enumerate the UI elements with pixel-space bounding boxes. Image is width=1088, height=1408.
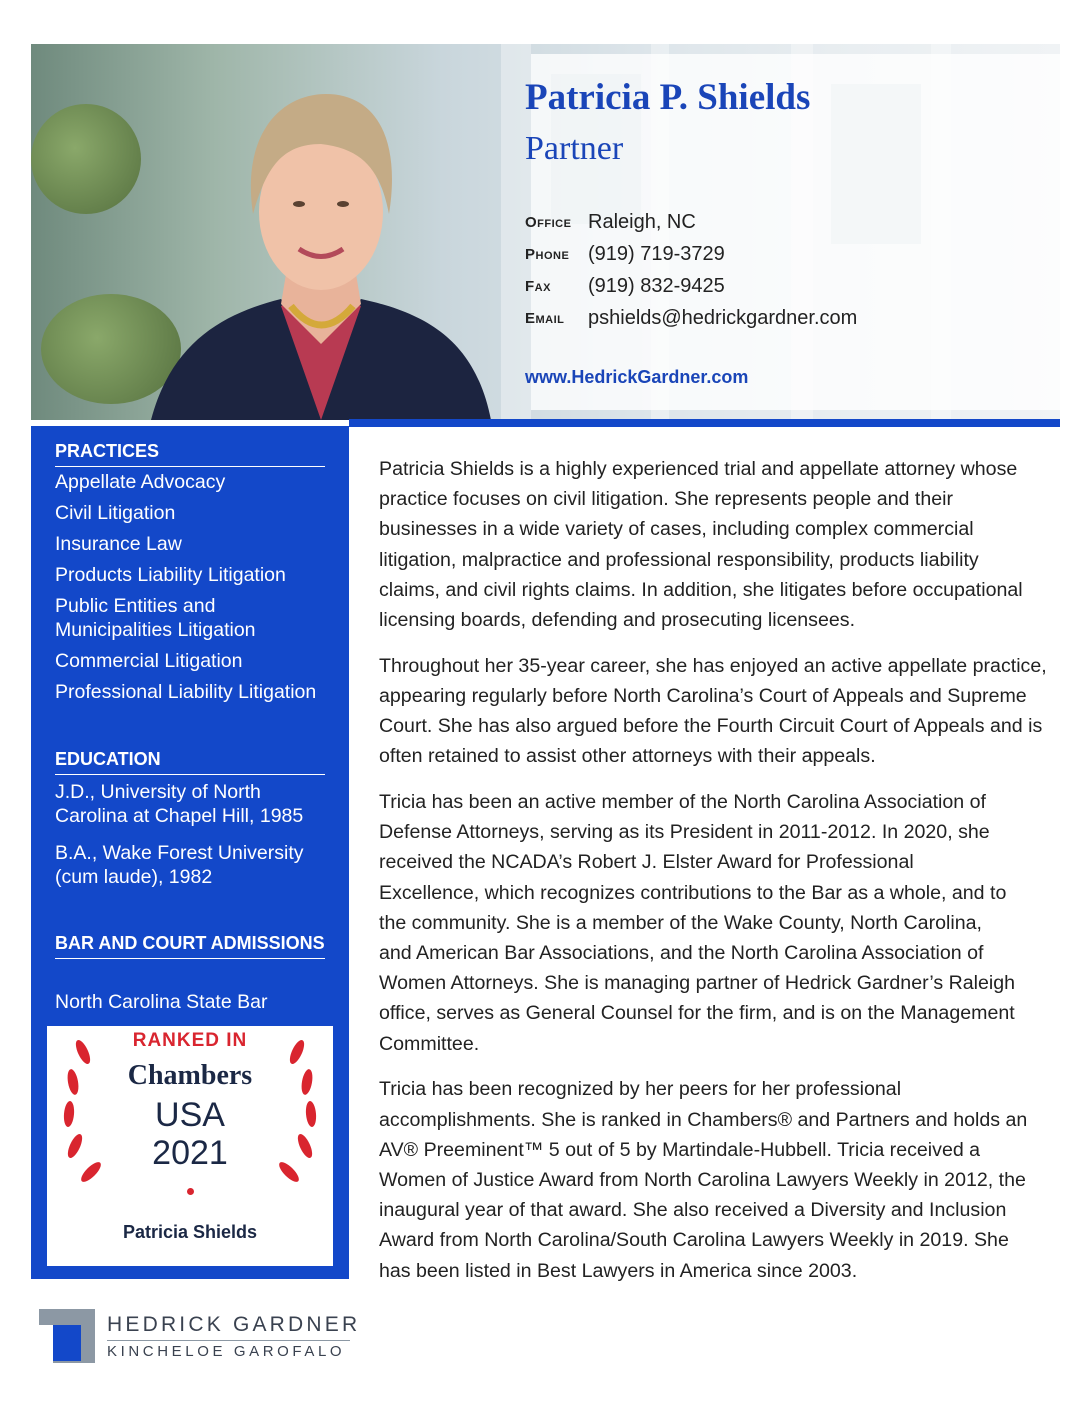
ranked-label: RANKED IN — [132, 1030, 248, 1051]
practices-heading: PRACTICES — [55, 438, 325, 467]
office-value: Raleigh, NC — [588, 210, 696, 233]
education-heading: EDUCATION — [55, 746, 325, 775]
contact-label: Phone — [525, 245, 570, 263]
attorney-name: Patricia P. Shields — [525, 77, 811, 118]
contact-row-phone — [525, 238, 857, 270]
firm-name-line1: HEDRICK GARDNER — [107, 1313, 361, 1336]
list-item: B.A., Wake Forest University (cum laude), 1982 — [55, 842, 304, 888]
contact-row-office — [525, 206, 857, 238]
admissions-heading: BAR AND COURT ADMISSIONS — [55, 930, 325, 959]
email-link[interactable]: pshields@hedrickgardner.com — [588, 306, 858, 329]
list-item: Professional Liability Litigation — [55, 681, 317, 703]
contact-row-fax — [525, 270, 857, 302]
phone-value[interactable]: (919) 719-3729 — [588, 242, 725, 265]
portrait-photo — [131, 44, 511, 420]
list-item: Insurance Law — [55, 533, 182, 555]
contact-label: Email — [525, 309, 565, 327]
education-list — [55, 780, 325, 896]
contact-label: Office — [525, 213, 572, 231]
fax-value: (919) 832-9425 — [588, 274, 725, 297]
practices-list — [55, 470, 345, 711]
badge-edition: USA — [155, 1096, 225, 1134]
chambers-brand: Chambers — [127, 1060, 253, 1091]
badge-person: Patricia Shields — [122, 1222, 258, 1242]
admissions-list — [55, 990, 345, 1021]
list-item: Commercial Litigation — [55, 650, 243, 672]
bio-paragraph: Throughout her 35-year career, she has enjoyed an active appellate practice, appearing regularly before North Carolina’s Court of Appeals and Supreme Court. She has also argued before the Fourth Circuit Court of Appeals and is often retained to assist other attorneys with their appeals. — [379, 654, 1047, 768]
contact-row-email — [525, 302, 857, 334]
list-item: Public Entities and Municipalities Litigation — [55, 595, 256, 641]
contact-details — [525, 206, 857, 334]
contact-label: Fax — [525, 277, 551, 295]
chambers-badge — [47, 1026, 333, 1266]
logo-rule — [107, 1340, 350, 1341]
list-item: Appellate Advocacy — [55, 471, 226, 493]
divider — [349, 419, 1060, 427]
list-item: J.D., University of North Carolina at Chapel Hill, 1985 — [55, 781, 304, 827]
bio-paragraph: Patricia Shields is a highly experienced trial and appellate attorney whose practice focuses on civil litigation. She represents people and their businesses in a wide variety of cases, including complex commercial litigation, malpractice and professional responsibility, products liability claims, and civil rights claims. In addition, she litigates before occupational licensing boards, defending and prosecuting licensees. — [379, 458, 1023, 632]
list-item: Products Liability Litigation — [55, 564, 286, 586]
list-item: Civil Litigation — [55, 502, 176, 524]
badge-year: 2021 — [152, 1134, 228, 1172]
biography — [379, 454, 1060, 1301]
logo-mark-accent — [53, 1325, 81, 1361]
logo-mark-cut — [39, 1325, 53, 1363]
list-item: North Carolina State Bar — [55, 991, 268, 1013]
bio-paragraph: Tricia has been an active member of the North Carolina Association of Defense Attorneys, serving as its President in 2011-2012. In 2020, she received the NCADA’s Robert J. Elster Award for Professional Excellence, which recognizes contributions to the Bar as a whole, and to the community. She is a member of the Wake County, North Carolina, and American Bar Associations, and the North Carolina Association of Women Attorneys. She is managing partner of Hedrick Gardner’s Raleigh office, serves as General Counsel for the firm, and is on the Management Committee. — [379, 791, 1016, 1055]
firm-name-line2: KINCHELOE GAROFALO — [107, 1343, 346, 1360]
website-link[interactable]: www.HedrickGardner.com — [525, 367, 749, 387]
badge-dot — [187, 1188, 194, 1195]
attorney-title: Partner — [525, 130, 624, 167]
bio-paragraph: Tricia has been recognized by her peers for her professional accomplishments. She is ranked in Chambers® and Partners and holds an AV® Preeminent™ 5 out of 5 by Martindale-Hubbell. Tricia received a Women of Justice Award from North Carolina Lawyers Weekly in 2012, the inaugural year of that award. She also received a Diversity and Inclusion Award from North Carolina/South Carolina Lawyers Weekly in 2019. She has been listed in Best Lawyers in America since 2003. — [379, 1078, 1028, 1282]
